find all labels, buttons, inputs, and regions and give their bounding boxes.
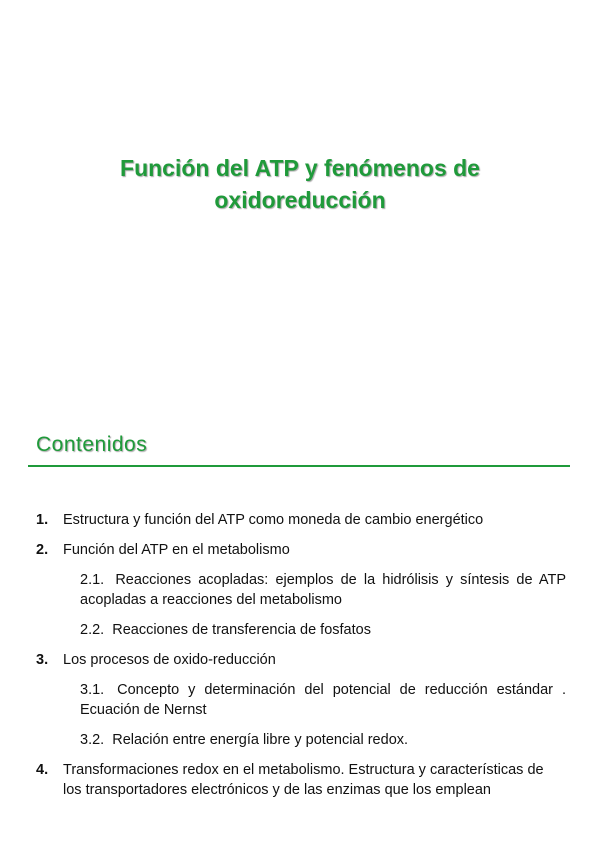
- toc-item-text: Estructura y función del ATP como moneda de cambio energético: [63, 512, 484, 528]
- toc-item-4: [36, 760, 566, 800]
- toc-item-2: [36, 540, 566, 560]
- toc-item-1: [36, 510, 566, 530]
- toc-item-number: 3.: [36, 652, 49, 668]
- toc-subitem-number: 2.2.: [80, 622, 105, 638]
- toc-item-number: 4.: [36, 762, 49, 778]
- toc-item-3: [36, 650, 566, 670]
- document-title: [60, 152, 540, 216]
- toc-subitem-number: 3.1.: [80, 682, 105, 698]
- toc-item-text: Los procesos de oxido-reducción: [63, 652, 276, 668]
- toc-subitem-text: Relación entre energía libre y potencial redox.: [112, 732, 409, 748]
- toc-item-number: 1.: [36, 512, 49, 528]
- toc-item-text: Transformaciones redox en el metabolismo. Estructura y características de los transportadores electrónicos y de las enzimas que los emplean: [63, 762, 544, 798]
- table-of-contents: [36, 510, 566, 810]
- toc-subitem-2-2: [80, 620, 566, 640]
- toc-subitem-number: 2.1.: [80, 572, 105, 588]
- toc-subitem-number: 3.2.: [80, 732, 105, 748]
- toc-subitem-text: Reacciones acopladas: ejemplos de la hidrólisis y síntesis de ATP acopladas a reacciones del metabolismo: [80, 572, 566, 608]
- toc-subitem-text: Reacciones de transferencia de fosfatos: [112, 622, 371, 638]
- section-heading-contenidos: Contenidos: [36, 433, 148, 456]
- title-line-1: Función del ATP y fenómenos de: [120, 155, 480, 181]
- toc-subitem-3-2: [80, 730, 566, 750]
- toc-subitem-3-1: [80, 680, 566, 720]
- toc-item-number: 2.: [36, 542, 49, 558]
- toc-item-text: Función del ATP en el metabolismo: [63, 542, 290, 558]
- toc-subitem-text: Concepto y determinación del potencial de reducción estándar . Ecuación de Nernst: [80, 682, 566, 718]
- section-divider: [28, 465, 570, 467]
- title-line-2: oxidoreducción: [214, 187, 386, 213]
- toc-subitem-2-1: [80, 570, 566, 610]
